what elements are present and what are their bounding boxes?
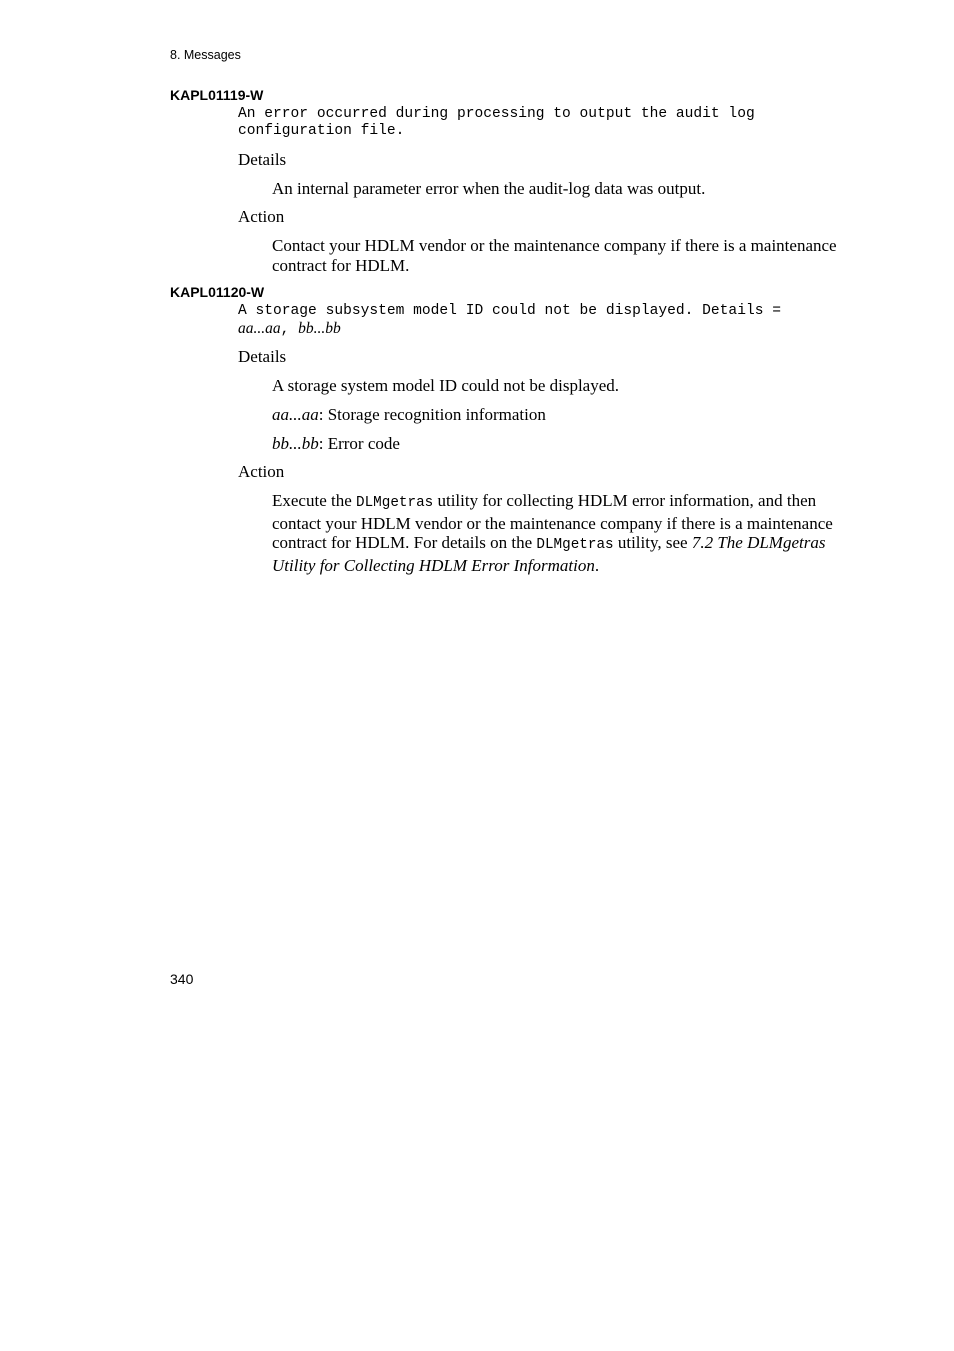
variable-desc: : Error code — [318, 434, 400, 453]
variable-name: bb...bb — [272, 434, 319, 453]
action-label: Action — [238, 462, 285, 481]
action-part: Execute the — [272, 491, 357, 510]
cross-reference: 7.2 The DLMgetras Utility for Collecting HDLM Error Information — [272, 533, 826, 575]
message-id: KAPL01120-W — [170, 284, 265, 300]
utility-code: DLMgetras — [356, 495, 434, 511]
details-label: Details — [238, 347, 287, 366]
action-part: . — [594, 555, 600, 575]
variable-bb: bb...bb — [298, 320, 341, 337]
details-text: A storage system model ID could not be displayed. — [272, 376, 620, 395]
action-label: Action — [238, 207, 285, 226]
variable-aa: aa...aa — [238, 320, 281, 337]
message-text-line: A storage subsystem model ID could not be displayed. Details = — [238, 303, 781, 319]
details-label: Details — [238, 150, 287, 169]
action-part: utility for collecting HDLM error information, and then contact your HDLM vendor or the maintenance company if there is a maintenance contract for HDLM. For details on the — [272, 491, 833, 552]
variable-description — [272, 434, 842, 454]
page-number: 340 — [170, 971, 194, 987]
running-header: 8. Messages — [170, 48, 241, 62]
variable-desc: : Storage recognition information — [318, 405, 546, 424]
message-text: An error occurred during processing to output the audit log configuration file. — [238, 106, 755, 139]
message-text — [238, 303, 848, 339]
action-text: Contact your HDLM vendor or the maintenance company if there is a maintenance contract for HDLM. — [272, 236, 837, 275]
details-text: An internal parameter error when the audit-log data was output. — [272, 179, 706, 198]
utility-code: DLMgetras — [536, 537, 614, 553]
action-text — [272, 491, 842, 575]
variable-name: aa...aa — [272, 405, 319, 424]
message-id: KAPL01119-W — [170, 87, 264, 103]
separator: , — [280, 322, 299, 338]
variable-description — [272, 405, 842, 425]
action-part: utility, see — [613, 533, 692, 552]
